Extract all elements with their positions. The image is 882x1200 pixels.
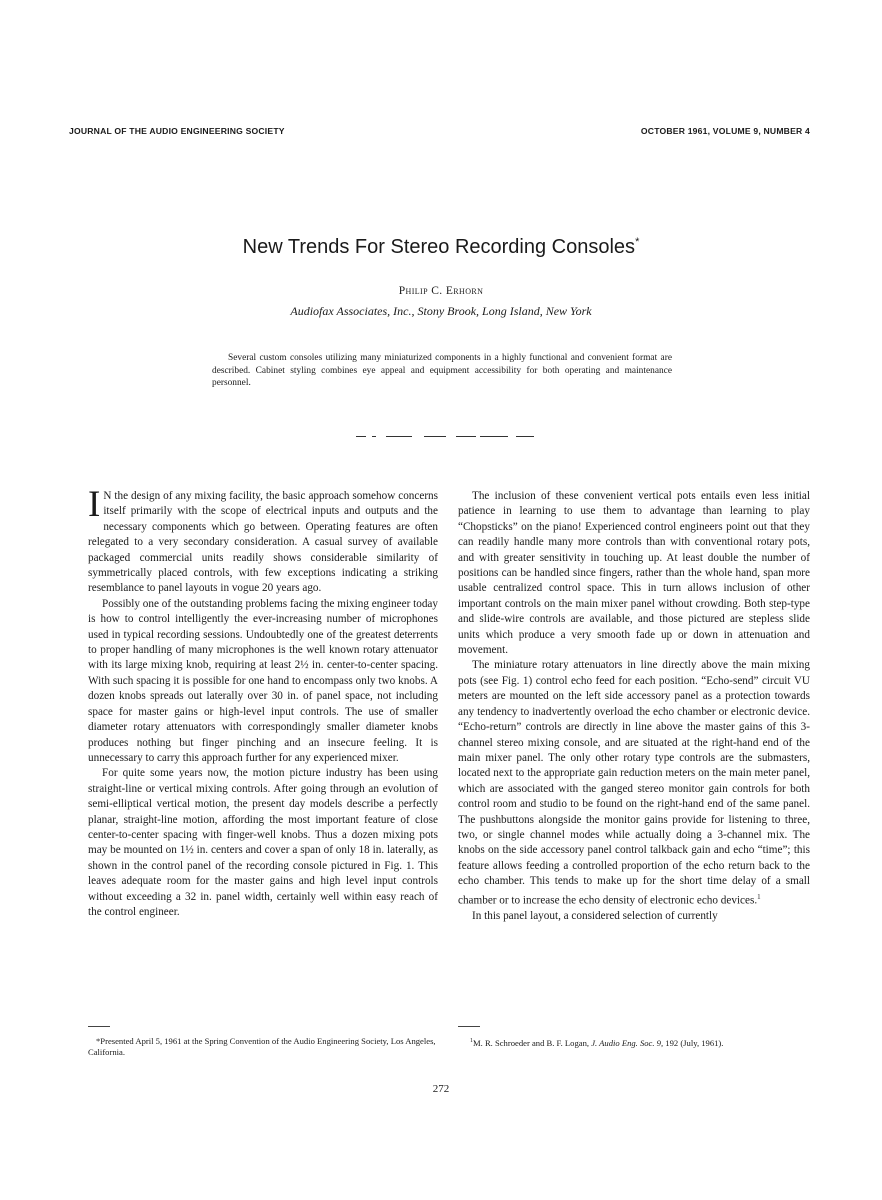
paragraph-text: N the design of any mixing facility, the basic approach somehow concerns itself primarily with the scope of electrical inputs and outputs and the necessary components which go between. Operating features are often relegated to a very secondary consideration. A casual survey of available packaged commercial units readily shows considerable similarity of symmetrically placed controls, with few exceptions indicating a striking resemblance to panel layouts in vogue 20 years ago. — [88, 490, 438, 595]
footnote-ref: 1 — [757, 892, 761, 901]
footnote-journal: J. Audio Eng. Soc. 9, — [591, 1037, 664, 1048]
footnote-text: Presented April 5, 1961 at the Spring Convention of the Audio Engineering Society, Los Angeles, California. — [88, 1036, 436, 1057]
drop-cap: I — [88, 484, 101, 525]
body-column-right — [458, 489, 810, 924]
paragraph: Possibly one of the outstanding problems facing the mixing engineer today is how to control intelligently the ever-increasing number of microphones used in typical recording sessions. Undoubtedly one of the greatest deterrents to proper handling of many microphones is the well known rotary attenuator with its large mixing knob, requiring at least 2½ in. center-to-center spacing. With such spacing it is possible for one hand to encompass only two knobs. A dozen knobs spreads out laterally over 30 in. of panel space, not including space for master gains or high-level input controls. The use of smaller diameter rotary attenuators with correspondingly smaller diameter knobs produces nothing but finger pinching and an insecure feeling. It is unnecessary to carry this approach further for any experienced mixer. — [88, 597, 438, 764]
paragraph-text: The miniature rotary attenuators in line directly above the main mixing pots (see Fig. 1) control echo feed for each position. “Echo-send” circuit VU meters are mounted on the left side accessory panel as a protection towards any tendency to inadvertently overload the echo chamber or electronic device. “Echo-return” controls are directly in line above the master gains of this 3-channel stereo mixing console, and are situated at the right-hand end of the main mixer panel. The only other rotary type controls are the submasters, located next to the appropriate gain reduction meters on the main meter panel, which are associated with the ganged stereo monitor gain controls for both control room and studio to be found on the right-hand end of the same panel. The pushbuttons alongside the monitor gains provide for listening to three, two, or single channel modes while actually doing a 3-channel mix. The knobs on the side accessory panel control talkback gain and echo “time”; this feature allows feeding a controlled proportion of the echo return back to the echo chamber. This tends to make up for the short time delay of a small chamber or to increase the echo density of electronic echo devices. — [458, 659, 810, 907]
page-number: 272 — [432, 1083, 450, 1095]
paragraph: In this panel layout, a considered selection of currently — [472, 909, 718, 922]
article-title-text: New Trends For Stereo Recording Consoles — [242, 236, 636, 258]
paragraph — [88, 484, 438, 597]
footnote-mark: 1 — [470, 1038, 473, 1044]
running-head-journal: JOURNAL OF THE AUDIO ENGINEERING SOCIETY — [69, 126, 285, 136]
author-affiliation: Audiofax Associates, Inc., Stony Brook, Long Island, New York — [290, 304, 592, 318]
footnote-rule-right — [458, 1026, 480, 1027]
body-column-left — [88, 484, 438, 920]
section-divider — [356, 436, 536, 440]
footnote-right — [458, 1036, 810, 1049]
paragraph: For quite some years now, the motion picture industry has been using straight-line or vertical mixing controls. After going through an evolution of semi-elliptical vertical motion, the present day models describe a perfectly planar, straight-line motion, affording the most important feature of close center-to-center spacing with finger-well knobs. Thus a dozen mixing pots may be mounted on 1½ in. centers and cover a span of only 18 in. laterally, as shown in the control panel of the recording console pictured in Fig. 1. This leaves adequate room for the master gains and high level input controls without exceeding a 32 in. panel width, certainly well within easy reach of the control engineer. — [88, 767, 438, 918]
paragraph — [458, 658, 810, 908]
paragraph: The inclusion of these convenient vertical pots entails even less initial patience in learning to use them to advantage than learning to play “Chopsticks” on the piano! Experienced control engineers point out that they can readily handle many more controls than with conventional rotary pots, and with greater sensitivity in touching up. At least double the number of positions can be handled since fingers, rather than the whole hand, span more usable centralized control space. This in turn allows inclusion of other important controls on the main mixer panel without crowding. Both step-type and slide-wire controls are available, and those pictured are stepless slide units which produce a very smooth fade up or down in attenuation and movement. — [458, 490, 810, 657]
author-name: Philip C. Erhorn — [398, 285, 484, 297]
footnote-mark: * — [96, 1036, 101, 1046]
footnote-left — [88, 1036, 438, 1058]
article-title — [0, 236, 882, 259]
title-footnote-mark: * — [635, 236, 640, 248]
abstract: Several custom consoles utilizing many miniaturized components in a highly functional and convenient format are described. Cabinet styling combines eye appeal and equipment accessibility for both operating and maintenance personnel. — [212, 353, 672, 388]
footnote-rule-left — [88, 1026, 110, 1027]
running-head-issue: OCTOBER 1961, VOLUME 9, NUMBER 4 — [640, 126, 810, 136]
footnote-authors: M. R. Schroeder and B. F. Logan, — [473, 1037, 590, 1048]
footnote-tail: 192 (July, 1961). — [665, 1037, 724, 1048]
